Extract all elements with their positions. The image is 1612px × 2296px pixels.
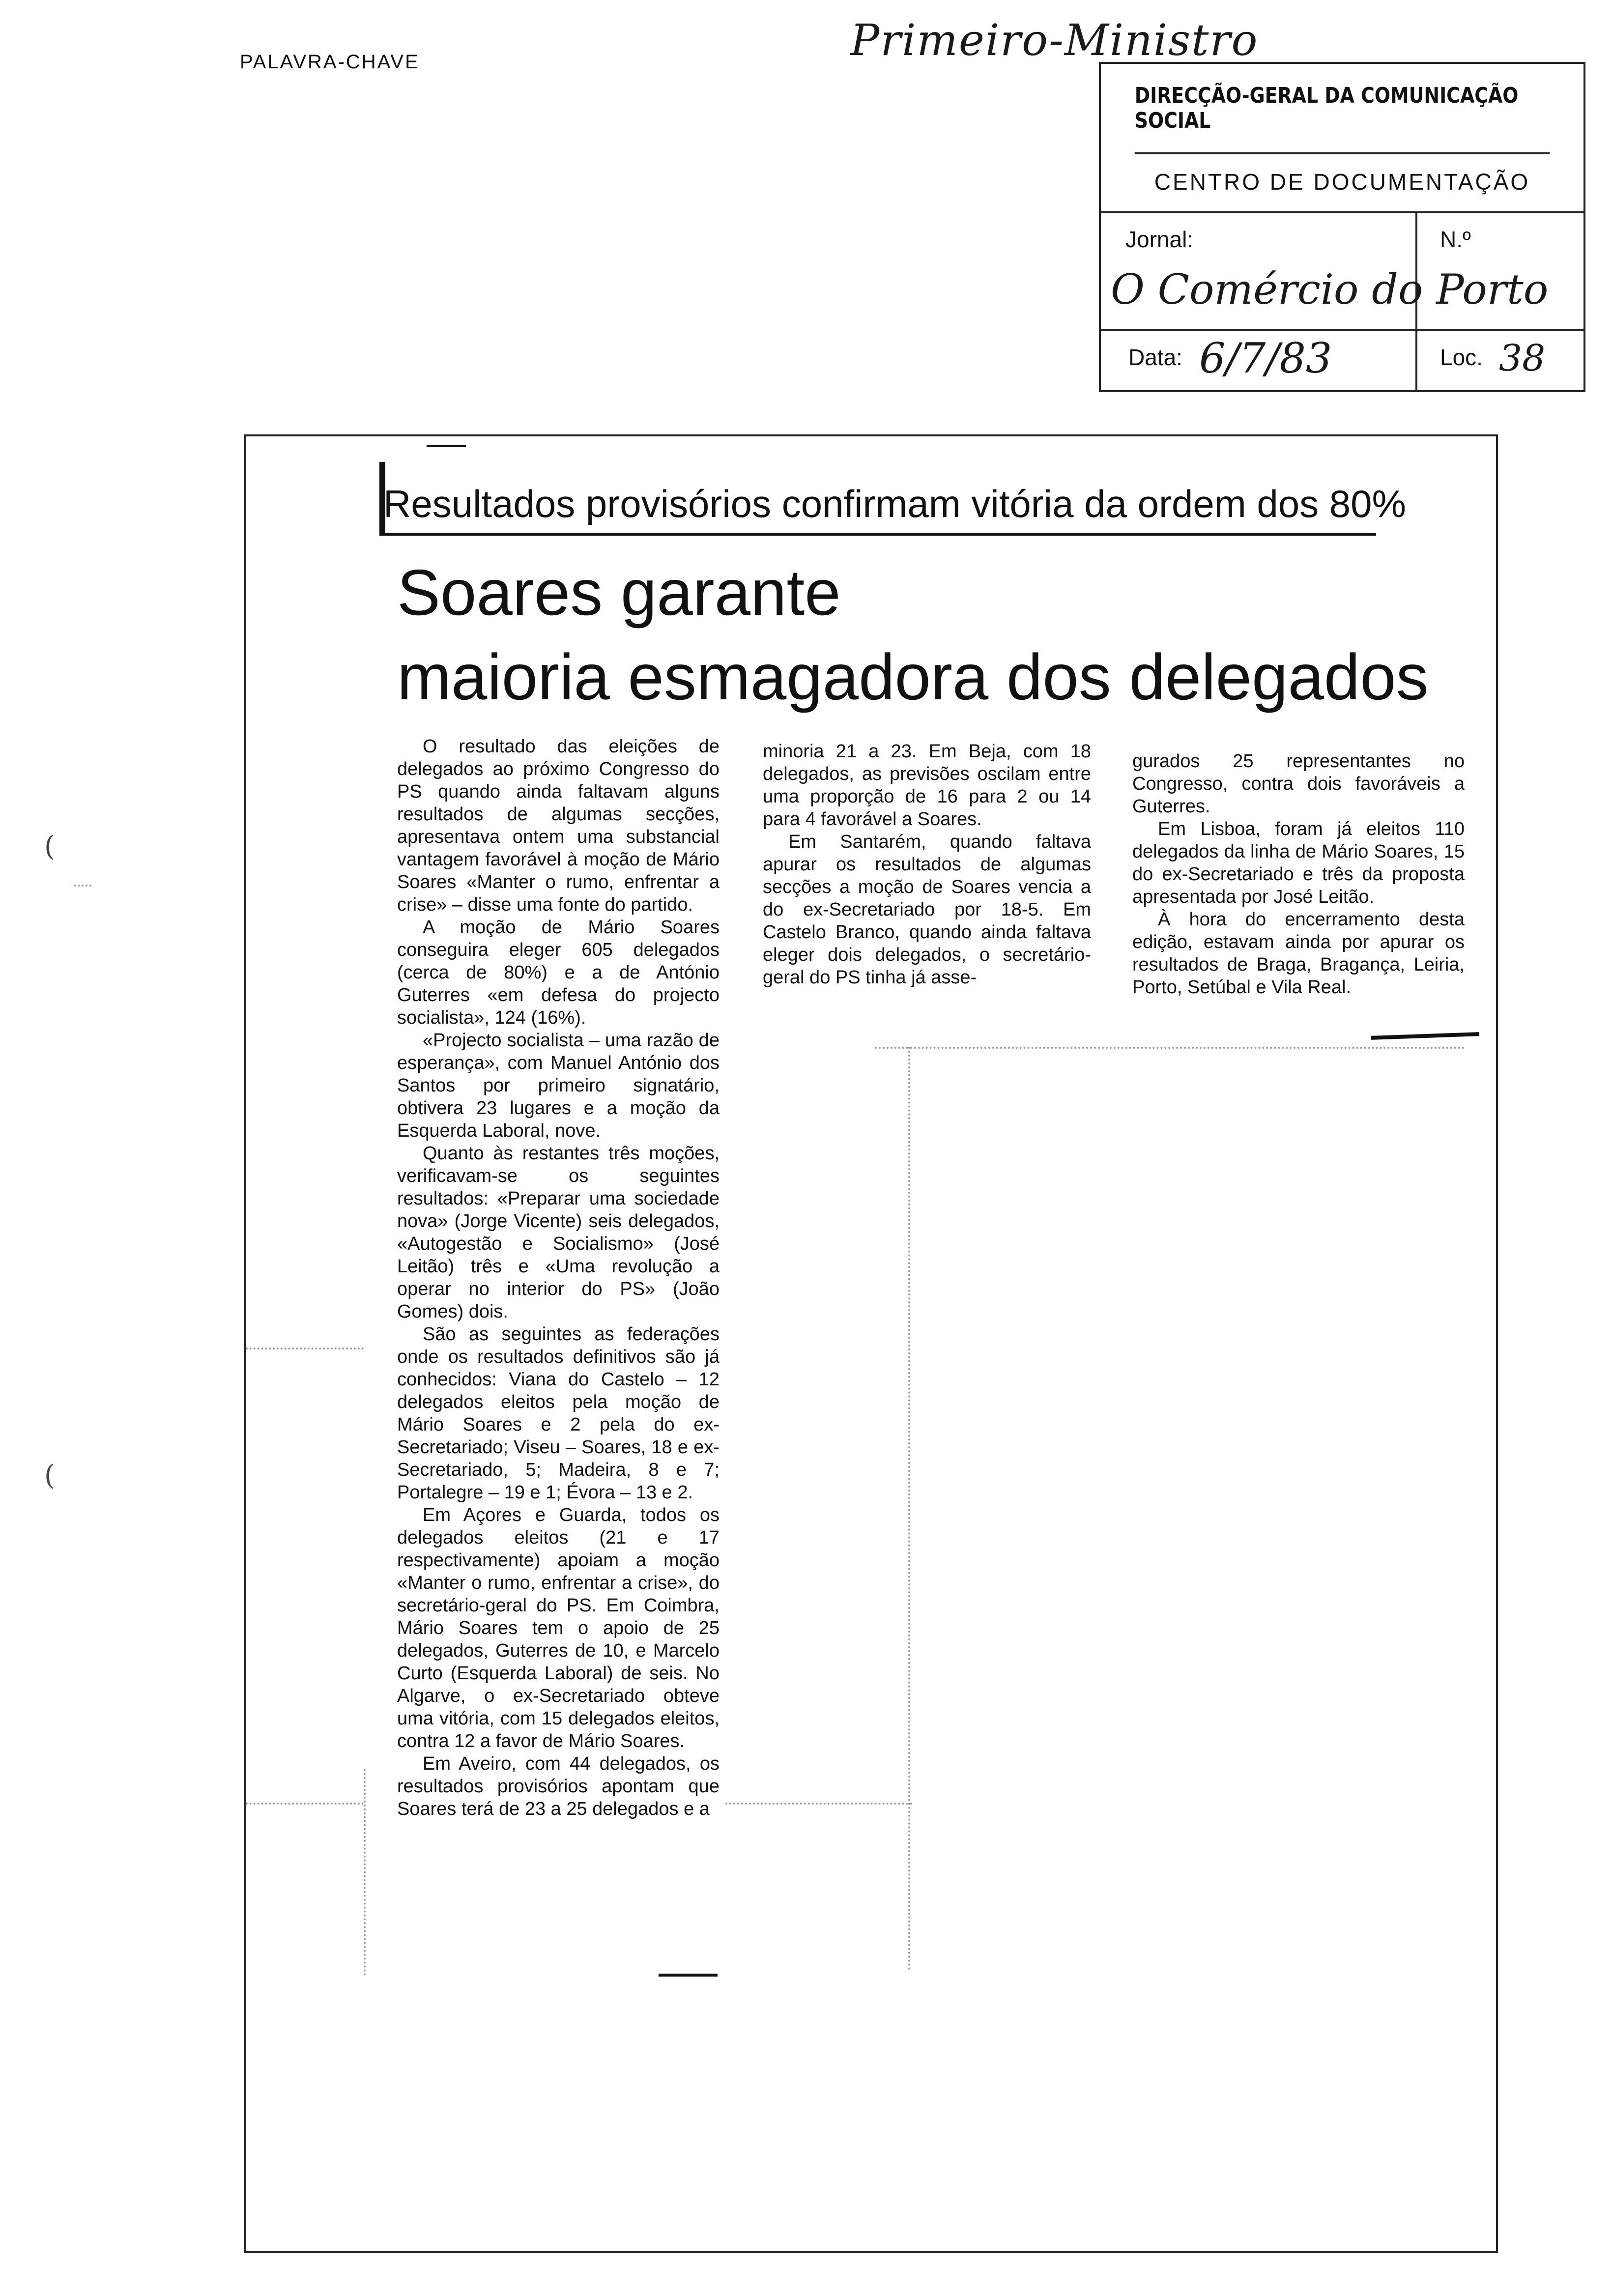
col1-paragraph: A moção de Mário Soares conseguira eleger 605 delegados (cerca de 80%) e a de António Guterres «em defesa do projecto socialista», 124 (16%). — [397, 917, 720, 1028]
keyword-label: PALAVRA-CHAVE — [240, 51, 420, 73]
guide-dots-vertical — [908, 1047, 910, 1971]
col2-paragraph: Em Santarém, quando faltava apurar os resultados de algumas secções a moção de Soares vencia a do ex-Secretariado por 18-5. Em Castelo Branco, quando ainda faltava eleger dois delegados, o secretário-geral do PS tinha já asse- — [763, 832, 1091, 988]
column-end-mark — [659, 1974, 718, 1977]
margin-mark: ( — [44, 831, 55, 862]
stamp-loc-label: Loc. — [1440, 344, 1483, 370]
col1-paragraph: «Projecto socialista – uma razão de esperança», com Manuel António dos Santos por primeiro signatário, obtivera 23 lugares e a moção da Esquerda Laboral, nove. — [397, 1030, 720, 1141]
stamp-journal-value: O Comércio do Porto — [1111, 265, 1549, 314]
col1-paragraph: Em Açores e Guarda, todos os delegados eleitos (21 e 17 respectivamente) apoiam a moção «Manter o rumo, enfrentar a crise», do secretário-geral do PS. Em Coimbra, Mário Soares tem o apoio de 25 delegados, Guterres de 10, e Marcelo Curto (Esquerda Laboral) de seis. No Algarve, o ex-Secretariado obteve uma vitória, com 15 delegados eleitos, contra 12 a favor de Mário Soares. — [397, 1505, 720, 1751]
article-column-1 — [397, 735, 720, 1820]
article-column-2 — [763, 740, 1091, 989]
col1-paragraph: Quanto às restantes três moções, verificavam-se os seguintes resultados: «Preparar uma sociedade nova» (Jorge Vicente) seis delegados, «Autogestão e Socialismo» (José Leitão) três e «Uma revolução a operar no interior do PS» (João Gomes) dois. — [397, 1143, 720, 1322]
stamp-date-value: 6/7/83 — [1199, 334, 1332, 382]
col3-paragraph: Em Lisboa, foram já eleitos 110 delegados da linha de Mário Soares, 15 do ex-Secretariado e três da proposta apresentada por José Leitão. — [1132, 819, 1465, 907]
stamp-org: DIRECÇÃO-GERAL DA COMUNICAÇÃO SOCIAL — [1135, 64, 1550, 154]
stamp-divider-horizontal — [1101, 329, 1583, 331]
article-kicker: Resultados provisórios confirmam vitória da ordem dos 80% — [383, 482, 1406, 525]
kicker-rule — [383, 533, 1376, 536]
clip-top-mark — [427, 445, 466, 447]
archive-stamp — [1099, 62, 1585, 392]
stamp-loc-value: 38 — [1499, 337, 1546, 379]
guide-dots-left-2 — [246, 1803, 364, 1805]
headline-line-1: Soares garante — [397, 556, 841, 629]
stamp-journal-label: Jornal: — [1125, 227, 1194, 252]
col2-paragraph: minoria 21 a 23. Em Beja, com 18 delegados, as previsões oscilam entre uma proporção de 16 para 2 ou 14 para 4 favorável a Soares. — [763, 741, 1091, 830]
article-column-3 — [1132, 750, 1465, 999]
guide-dots-horizontal — [875, 1047, 1465, 1049]
col3-paragraph: À hora do encerramento desta edição, estavam ainda por apurar os resultados de Braga, Bragança, Leiria, Porto, Setúbal e Vila Real. — [1132, 909, 1465, 998]
stamp-date-label: Data: — [1128, 344, 1182, 370]
col3-paragraph: gurados 25 representantes no Congresso, contra dois favoráveis a Guterres. — [1132, 751, 1465, 817]
col1-paragraph: Em Aveiro, com 44 delegados, os resultados provisórios apontam que Soares terá de 23 a 25 delegados e a — [397, 1753, 720, 1819]
article-headline — [397, 550, 1429, 719]
guide-dots-mid — [725, 1803, 912, 1805]
guide-dots-left-vertical — [364, 1769, 366, 1976]
stamp-number-label: N.º — [1440, 227, 1471, 252]
col1-paragraph: São as seguintes as federações onde os resultados definitivos são já conhecidos: Viana do Castelo – 12 delegados eleitos pela moção de Mário Soares e 2 pela do ex-Secretariado; Viseu – Soares, 18 e ex-Secretariado, 5; Madeira, 8 e 7; Portalegre – 19 e 1; Évora – 13 e 2. — [397, 1324, 720, 1503]
guide-dots-left-1 — [246, 1348, 364, 1349]
headline-line-2: maioria esmagadora dos delegados — [397, 641, 1429, 713]
margin-mark: ( — [44, 1460, 55, 1492]
col1-paragraph: O resultado das eleições de delegados ao próximo Congresso do PS quando ainda faltavam alguns resultados de algumas secções, apresentava ontem uma substancial vantagem favorável à moção de Mário Soares «Manter o rumo, enfrentar a crise» – disse uma fonte do partido. — [397, 736, 720, 915]
stamp-centre: CENTRO DE DOCUMENTAÇÃO — [1101, 152, 1583, 213]
margin-dash — [74, 885, 91, 887]
handwritten-note: Primeiro-Ministro — [850, 15, 1259, 65]
